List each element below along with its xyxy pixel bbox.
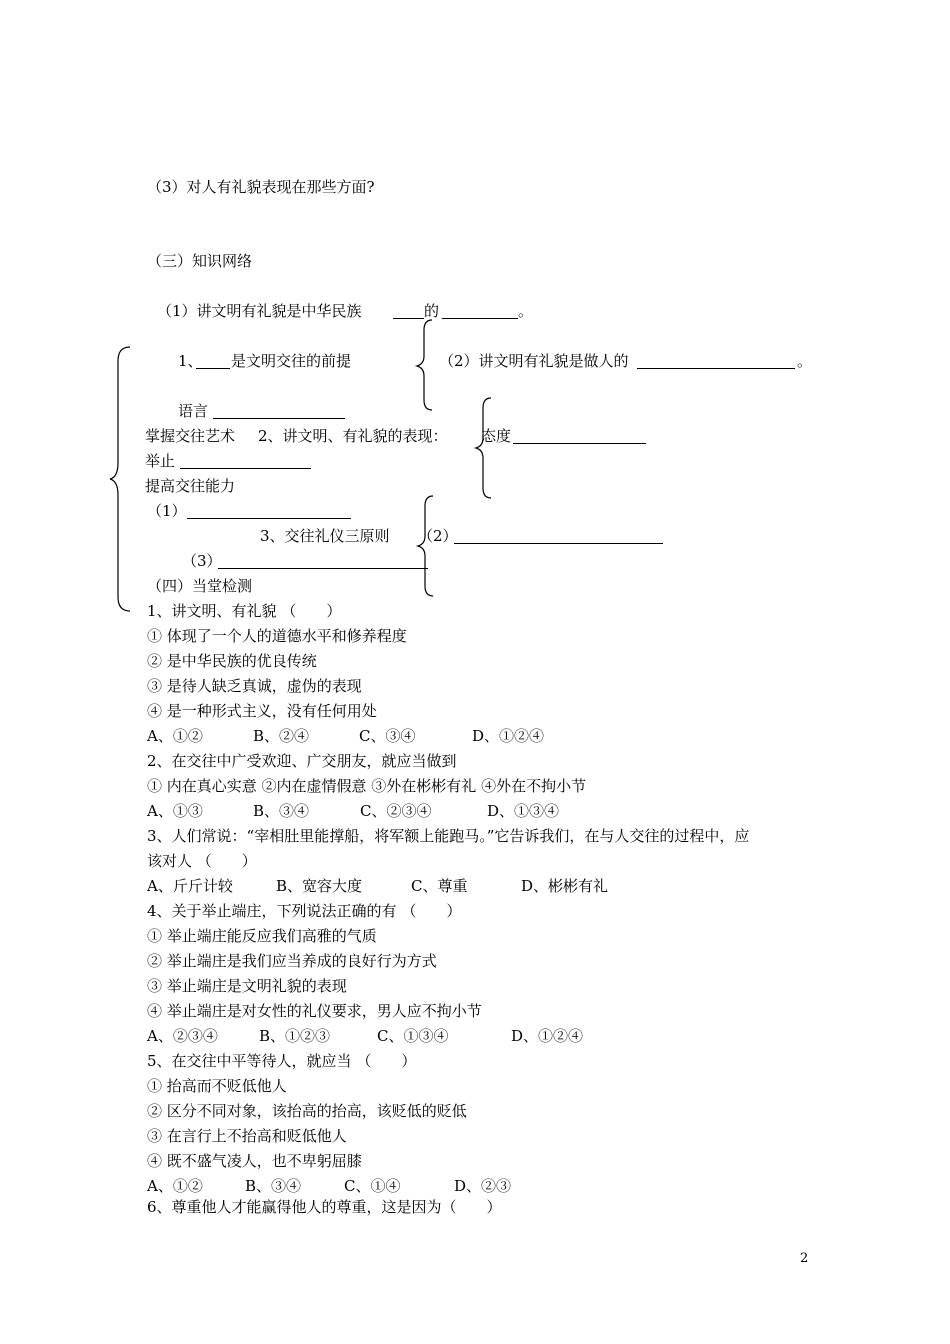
network-line1-prefix: （1）讲文明有礼貌是中华民族: [157, 302, 362, 320]
section-title: （四）当堂检测: [147, 577, 253, 595]
answer-option: A、②③④: [147, 1027, 218, 1045]
answer-option: B、宽容大度: [276, 877, 363, 895]
question-stem: 5、在交往中平等待人，就应当 （ ）: [147, 1052, 417, 1070]
network-p3: （3）: [182, 552, 222, 570]
network-zhangwo: 掌握交往艺术: [145, 427, 236, 445]
question-statement: ① 抬高而不贬低他人: [147, 1077, 287, 1095]
answer-option: B、②④: [253, 727, 310, 745]
network-juzhi: 举止: [145, 452, 176, 470]
network-line1-mid: 的: [424, 302, 440, 320]
network-tigao: 提高交往能力: [145, 477, 236, 495]
question-statement: ③ 在言行上不抬高和贬低他人: [147, 1127, 347, 1145]
fill-blank: [454, 543, 663, 544]
answer-option: B、③④: [253, 802, 310, 820]
fill-blank: [218, 568, 428, 569]
question-statement: ④ 既不盛气凌人，也不卑躬屈膝: [147, 1152, 362, 1170]
question-stem: 3、人们常说：“宰相肚里能撑船，将军额上能跑马。”它告诉我们，在与人交往的过程中，应: [147, 827, 750, 845]
fill-blank: [180, 468, 311, 469]
answer-option: D、彬彬有礼: [521, 877, 609, 895]
network-line2-prefix: （2）讲文明有礼貌是做人的: [439, 352, 629, 370]
question-statement: ② 是中华民族的优良传统: [147, 652, 317, 670]
network-line1-end: 。: [518, 302, 534, 320]
answer-option: C、尊重: [411, 877, 468, 895]
network-item1-prefix: 1、: [178, 352, 203, 370]
answer-option: C、①④: [344, 1177, 401, 1195]
question-stem: 2、在交往中广受欢迎、广交朋友，就应当做到: [147, 752, 457, 770]
network-item2: 2、讲文明、有礼貌的表现：: [258, 427, 448, 445]
question-statement: ① 举止端庄能反应我们高雅的气质: [147, 927, 377, 945]
question-statement: ④ 是一种形式主义，没有任何用处: [147, 702, 377, 720]
question-statement: ③ 举止端庄是文明礼貌的表现: [147, 977, 347, 995]
network-p2: （2）: [418, 527, 458, 545]
network-item3: 3、交往礼仪三原则: [260, 527, 390, 545]
answer-option: A、①②: [147, 727, 203, 745]
page-number: 2: [800, 1251, 809, 1266]
answer-option: C、②③④: [360, 802, 432, 820]
answer-option: D、①②④: [472, 727, 545, 745]
fill-blank: [442, 318, 518, 319]
question-stem: 4、关于举止端庄，下列说法正确的有 （ ）: [147, 902, 462, 920]
network-yuyan: 语言: [178, 402, 209, 420]
network-line2-end: 。: [797, 352, 813, 370]
question-statement: ② 举止端庄是我们应当养成的良好行为方式: [147, 952, 437, 970]
question-stem: 1、讲文明、有礼貌 （ ）: [147, 602, 342, 620]
question-stem-continued: 该对人 （ ）: [147, 852, 257, 870]
fill-blank: [187, 518, 351, 519]
question-statement: ② 区分不同对象，该抬高的抬高，该贬低的贬低: [147, 1102, 467, 1120]
fill-blank: [213, 418, 345, 419]
answer-option: D、②③: [454, 1177, 512, 1195]
question-heading: （3）对人有礼貌表现在那些方面?: [147, 178, 375, 196]
section-title: （三）知识网络: [147, 252, 253, 270]
answer-option: B、③④: [245, 1177, 302, 1195]
answer-option: C、①③④: [377, 1027, 449, 1045]
left-brace: [105, 345, 135, 613]
answer-option: D、①③④: [487, 802, 560, 820]
network-taidu: 态度: [481, 427, 512, 445]
fill-blank: [513, 443, 646, 444]
answer-option: D、①②④: [511, 1027, 584, 1045]
question-statement: ① 体现了一个人的道德水平和修养程度: [147, 627, 407, 645]
fill-blank: [196, 368, 230, 369]
answer-option: A、①②: [147, 1177, 203, 1195]
fill-blank: [637, 368, 795, 369]
question-statement: ① 内在真心实意 ②内在虚情假意 ③外在彬彬有礼 ④外在不拘小节: [147, 777, 587, 795]
question-statement: ③ 是待人缺乏真诚，虚伪的表现: [147, 677, 362, 695]
question-statement: ④ 举止端庄是对女性的礼仪要求，男人应不拘小节: [147, 1002, 482, 1020]
network-item1-suffix: 是文明交往的前提: [231, 352, 352, 370]
small-brace: [472, 396, 494, 500]
answer-option: A、①③: [147, 802, 203, 820]
answer-option: C、③④: [359, 727, 416, 745]
answer-option: A、斤斤计较: [147, 877, 233, 895]
question-stem: 6、尊重他人才能赢得他人的尊重，这是因为（ ）: [147, 1198, 502, 1216]
network-p1: （1）: [147, 502, 187, 520]
small-brace: [413, 318, 435, 412]
small-brace: [414, 494, 436, 598]
answer-option: B、①②③: [259, 1027, 331, 1045]
